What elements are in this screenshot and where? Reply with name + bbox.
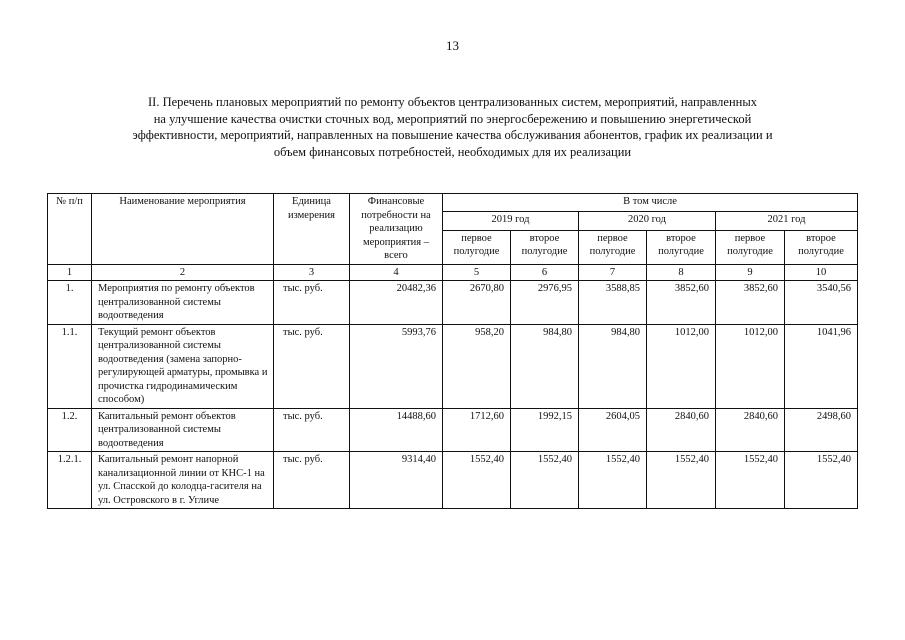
row-unit: тыс. руб. [274,281,350,325]
row-value: 984,80 [511,324,579,408]
table-row [48,408,858,452]
header-row [48,194,858,212]
row-num: 1.2. [48,408,92,452]
row-total: 5993,76 [350,324,443,408]
header-second-half: второе полугодие [785,230,858,264]
page-number: 13 [446,38,459,53]
row-num: 1.2.1. [48,452,92,509]
row-value: 2840,60 [647,408,716,452]
heading-line: II. Перечень плановых мероприятий по ремонту объектов централизованных систем, мероприятий, направленных [148,95,757,109]
header-second-half: второе полугодие [511,230,579,264]
column-number: 1 [48,264,92,281]
row-value: 1712,60 [443,408,511,452]
column-number: 7 [579,264,647,281]
row-value: 2498,60 [785,408,858,452]
row-value: 2670,80 [443,281,511,325]
row-unit: тыс. руб. [274,324,350,408]
row-value: 3852,60 [647,281,716,325]
row-value: 1552,40 [716,452,785,509]
activities-table [47,193,858,509]
column-number: 3 [274,264,350,281]
column-number: 2 [92,264,274,281]
header-first-half: первое полугодие [579,230,647,264]
row-name: Мероприятия по ремонту объектов централизованной системы водоотведения [92,281,274,325]
row-value: 1552,40 [579,452,647,509]
header-first-half: первое полугодие [716,230,785,264]
row-value: 2604,05 [579,408,647,452]
row-value: 2976,95 [511,281,579,325]
header-second-half: второе полугодие [647,230,716,264]
row-value: 2840,60 [716,408,785,452]
column-number: 4 [350,264,443,281]
row-value: 1552,40 [443,452,511,509]
row-value: 1012,00 [716,324,785,408]
header-including: В том числе [443,194,858,212]
row-total: 9314,40 [350,452,443,509]
column-number: 10 [785,264,858,281]
row-unit: тыс. руб. [274,452,350,509]
header-first-half: первое полугодие [443,230,511,264]
heading-line: эффективности, мероприятий, направленных на повышение качества обслуживания абонентов, график их реализации и [132,128,773,143]
column-numbers-row [48,264,858,281]
column-number: 5 [443,264,511,281]
header-finance-total: Финансовые потребности на реализацию мероприятия – всего [350,194,443,265]
row-value: 1012,00 [647,324,716,408]
heading-line: на улучшение качества очистки сточных вод, мероприятий по энергосбережению и повышению энергетической [153,111,752,126]
row-value: 1992,15 [511,408,579,452]
row-name: Текущий ремонт объектов централизованной системы водоотведения (замена запорно-регулирующей арматуры, промывка и прочистка гидродинамическим способом) [92,324,274,408]
row-value: 1552,40 [785,452,858,509]
row-total: 20482,36 [350,281,443,325]
header-name: Наименование мероприятия [92,194,274,265]
column-number: 8 [647,264,716,281]
row-value: 1552,40 [647,452,716,509]
header-num: № п/п [48,194,92,265]
row-value: 3588,85 [579,281,647,325]
row-value: 3540,56 [785,281,858,325]
table-row [48,452,858,509]
section-heading [40,94,865,160]
header-year-2019: 2019 год [443,212,579,230]
row-value: 3852,60 [716,281,785,325]
table-row [48,281,858,325]
row-num: 1.1. [48,324,92,408]
row-value: 984,80 [579,324,647,408]
row-value: 1041,96 [785,324,858,408]
header-year-2021: 2021 год [716,212,858,230]
header-year-2020: 2020 год [579,212,716,230]
row-unit: тыс. руб. [274,408,350,452]
column-number: 6 [511,264,579,281]
row-value: 1552,40 [511,452,579,509]
heading-line: объем финансовых потребностей, необходимых для их реализации [273,144,632,159]
column-number: 9 [716,264,785,281]
row-num: 1. [48,281,92,325]
row-name: Капитальный ремонт напорной канализационной линии от КНС-1 на ул. Спасской до колодца-гасителя на ул. Островского в г. Угличе [92,452,274,509]
row-name: Капитальный ремонт объектов централизованной системы водоотведения [92,408,274,452]
table-row [48,324,858,408]
row-value: 958,20 [443,324,511,408]
header-unit: Единица измерения [274,194,350,265]
row-total: 14488,60 [350,408,443,452]
